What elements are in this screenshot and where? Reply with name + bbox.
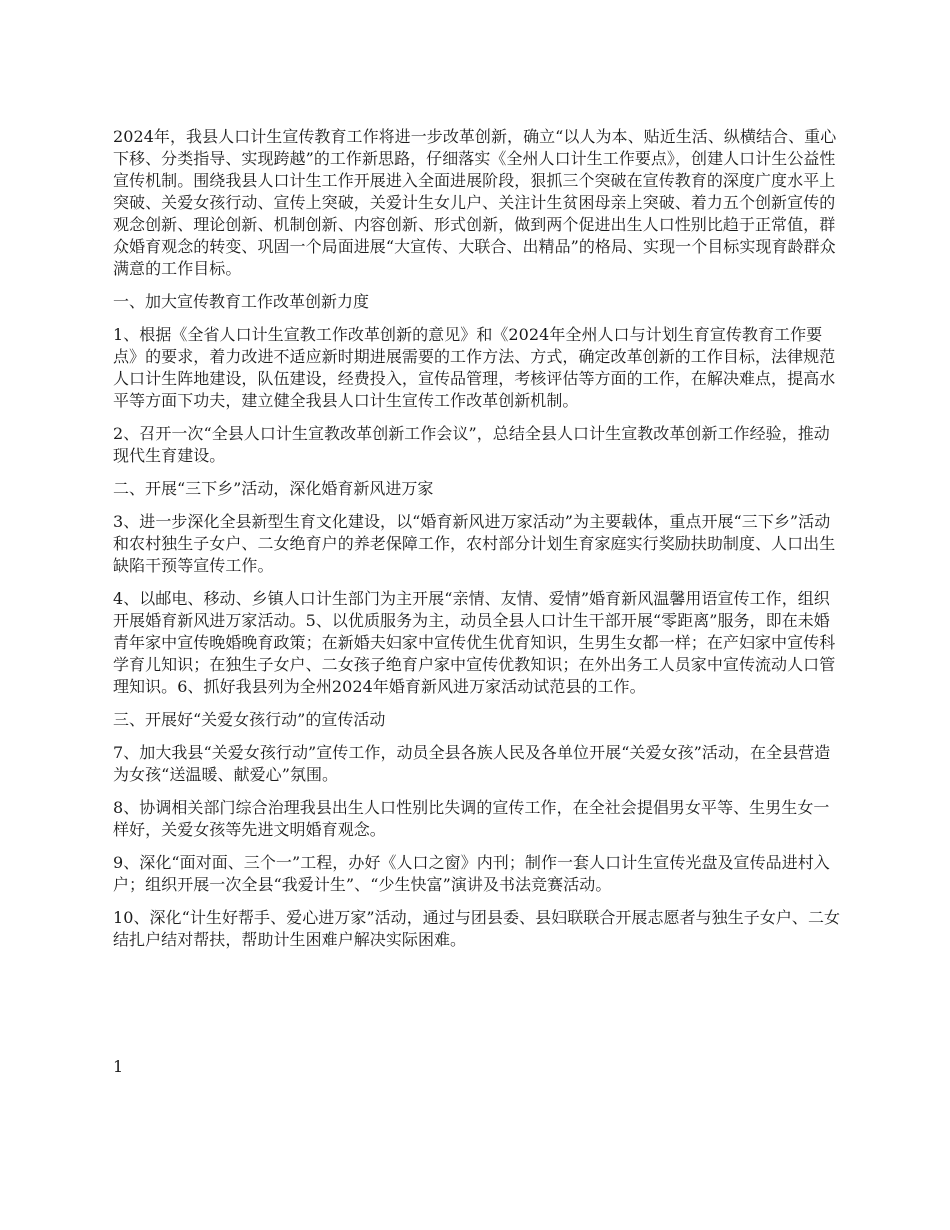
document-body — [113, 126, 841, 962]
section-heading-2: 二、开展“三下乡”活动，深化婚育新风进万家 — [113, 479, 434, 498]
paragraph-item-8: 8、协调相关部门综合治理我县出生人口性别比失调的宣传工作，在全社会提倡男女平等、生男生女一样好，关爱女孩等先进文明婚育观念。 — [113, 798, 830, 839]
paragraph-item-2: 2、召开一次“全县人口计生宣教改革创新工作会议”，总结全县人口计生宣教改革创新工作经验，推动现代生育建设。 — [113, 424, 830, 465]
paragraph-item-9: 9、深化“面对面、三个一”工程，办好《人口之窗》内刊；制作一套人口计生宣传光盘及宣传品进村入户；组织开展一次全县“我爱计生”、“少生快富”演讲及书法竞赛活动。 — [113, 853, 830, 894]
intro-paragraph: 2024年，我县人口计生宣传教育工作将进一步改革创新，确立“以人为本、贴近生活、纵横结合、重心下移、分类指导、实现跨越”的工作新思路，仔细落实《全州人口计生工作要点》，创建人口计生公益性宣传机制。围绕我县人口计生工作开展进入全面进展阶段，狠抓三个突破在宣传教育的深度广度水平上突破、关爱女孩行动、宣传上突破，关爱计生女儿户、关注计生贫困母亲上突破、着力五个创新宣传的观念创新、理论创新、机制创新、内容创新、形式创新，做到两个促进出生人口性别比趋于正常值，群众婚育观念的转变、巩固一个局面进展“大宣传、大联合、出精品”的格局、实现一个目标实现育龄群众满意的工作目标。 — [113, 127, 837, 278]
paragraph-item-4-5-6: 4、以邮电、移动、乡镇人口计生部门为主开展“亲情、友情、爱情”婚育新风温馨用语宣传工作，组织开展婚育新风进万家活动。5、以优质服务为主，动员全县人口计生干部开展“零距离”服务，即在未婚青年家中宣传晚婚晚育政策；在新婚夫妇家中宣传优生优育知识，生男生女都一样；在产妇家中宣传科学育儿知识；在独生子女户、二女孩子绝育户家中宣传优教知识；在外出务工人员家中宣传流动人口管理知识。6、抓好我县列为全州2024年婚育新风进万家活动试范县的工作。 — [113, 589, 836, 696]
section-heading-3: 三、开展好“关爱女孩行动”的宣传活动 — [113, 710, 386, 729]
paragraph-item-10: 10、深化“计生好帮手、爱心进万家”活动，通过与团县委、县妇联联合开展志愿者与独生子女户、二女结扎户结对帮扶，帮助计生困难户解决实际困难。 — [113, 908, 841, 949]
paragraph-item-7: 7、加大我县“关爱女孩行动”宣传工作，动员全县各族人民及各单位开展“关爱女孩”活动，在全县营造为女孩“送温暖、献爱心”氛围。 — [113, 743, 831, 784]
page-number: 1 — [113, 1057, 124, 1076]
section-heading-1: 一、加大宣传教育工作改革创新力度 — [113, 292, 370, 311]
paragraph-item-3: 3、进一步深化全县新型生育文化建设，以“婚育新风进万家活动”为主要载体，重点开展“三下乡”活动和农村独生子女户、二女绝育户的养老保障工作，农村部分计划生育家庭实行奖励扶助制度、人口出生缺陷干预等宣传工作。 — [113, 512, 836, 575]
paragraph-item-1: 1、根据《全省人口计生宣教工作改革创新的意见》和《2024年全州人口与计划生育宣传教育工作要点》的要求，着力改进不适应新时期进展需要的工作方法、方式，确定改革创新的工作目标，法律规范人口计生阵地建设，队伍建设，经费投入，宣传品管理，考核评估等方面的工作，在解决难点，提高水平等方面下功夫，建立健全我县人口计生宣传工作改革创新机制。 — [113, 325, 836, 410]
